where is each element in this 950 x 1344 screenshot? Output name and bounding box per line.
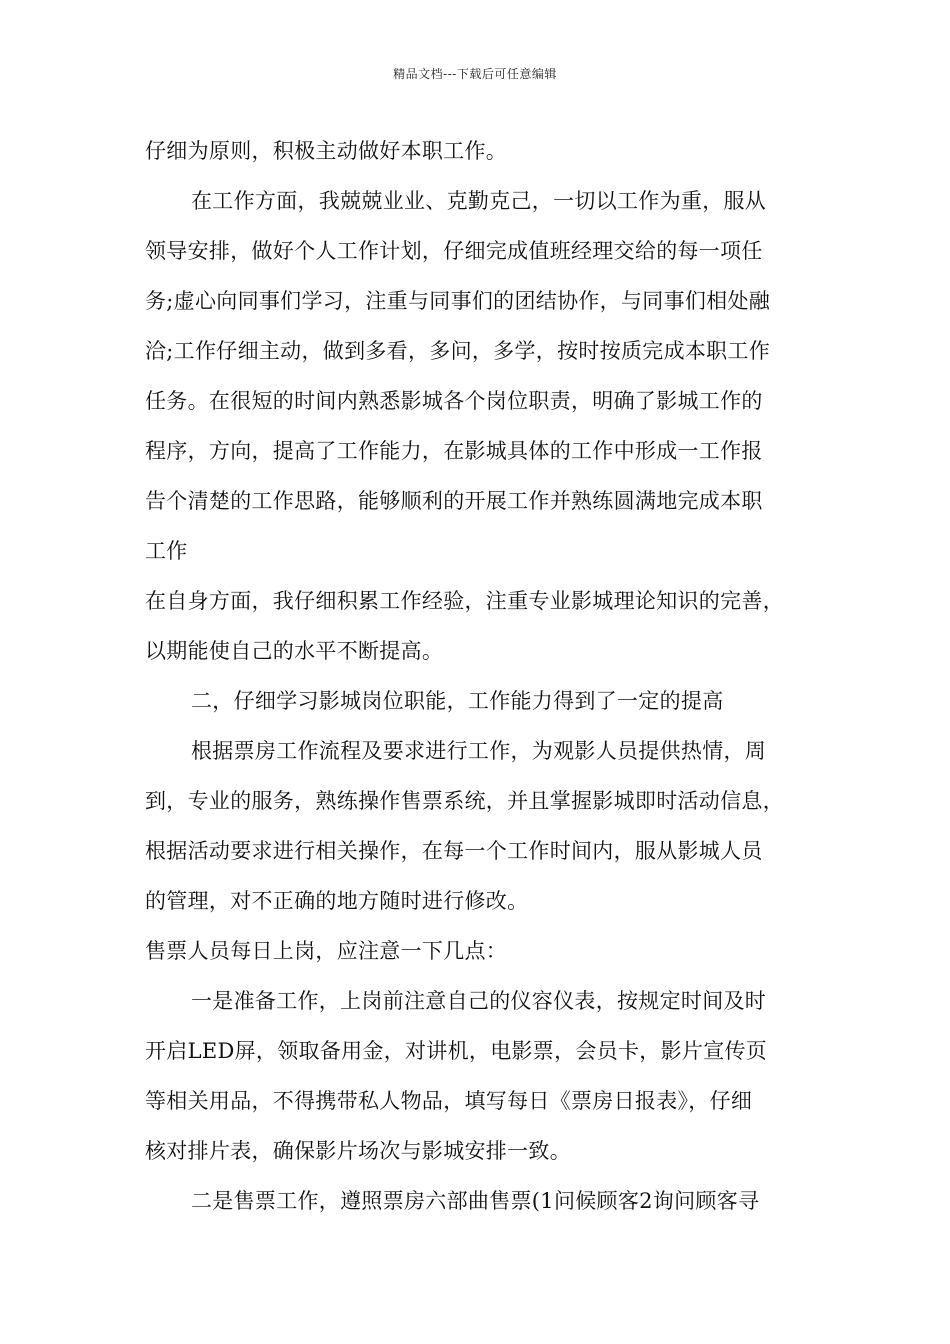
text-line: 核对排片表，确保影片场次与影城安排一致。 [145, 1139, 571, 1163]
section-heading: 二，仔细学习影城岗位职能，工作能力得到了一定的提高 [191, 689, 724, 713]
page-header: 精品文档---下载后可任意编辑 [393, 67, 557, 81]
text-line: 在自身方面，我仔细积累工作经验，注重专业影城理论知识的完善， [145, 589, 784, 613]
text-line: 告个清楚的工作思路，能够顺利的开展工作并熟练圆满地完成本职 [145, 489, 763, 513]
text-line: 工作 [145, 539, 188, 563]
text-line: 二是售票工作，遵照票房六部曲售票(1问候顾客2询问顾客寻 [191, 1189, 760, 1213]
text-line: 一是准备工作，上岗前注意自己的仪容仪表，按规定时间及时 [191, 989, 767, 1013]
text-line: 洽;工作仔细主动，做到多看，多问，多学，按时按质完成本职工作 [145, 339, 771, 363]
text-line: 以期能使自己的水平不断提高。 [145, 639, 444, 663]
text-line: 等相关用品，不得携带私人物品，填写每日《票房日报表》，仔细 [145, 1089, 753, 1113]
text-line: 程序，方向，提高了工作能力，在影城具体的工作中形成一工作报 [145, 439, 763, 463]
text-line: 的管理，对不正确的地方随时进行修改。 [145, 889, 529, 913]
text-line: 在工作方面，我兢兢业业、克勤克己，一切以工作为重，服从 [191, 189, 767, 213]
text-line: 根据活动要求进行相关操作，在每一个工作时间内，服从影城人员 [145, 839, 763, 863]
text-line: 开启LED屏，领取备用金，对讲机，电影票，会员卡，影片宣传页 [145, 1039, 768, 1063]
text-line: 务;虚心向同事们学习，注重与同事们的团结协作，与同事们相处融 [145, 289, 771, 313]
text-line: 任务。在很短的时间内熟悉影城各个岗位职责，明确了影城工作的 [145, 389, 763, 413]
text-line: 根据票房工作流程及要求进行工作，为观影人员提供热情，周 [191, 739, 767, 763]
text-line: 售票人员每日上岗，应注意一下几点： [145, 939, 508, 963]
text-line: 仔细为原则，积极主动做好本职工作。 [145, 139, 508, 163]
text-line: 到，专业的服务，熟练操作售票系统，并且掌握影城即时活动信息， [145, 789, 784, 813]
text-line: 领导安排，做好个人工作计划，仔细完成值班经理交给的每一项任 [145, 239, 763, 263]
